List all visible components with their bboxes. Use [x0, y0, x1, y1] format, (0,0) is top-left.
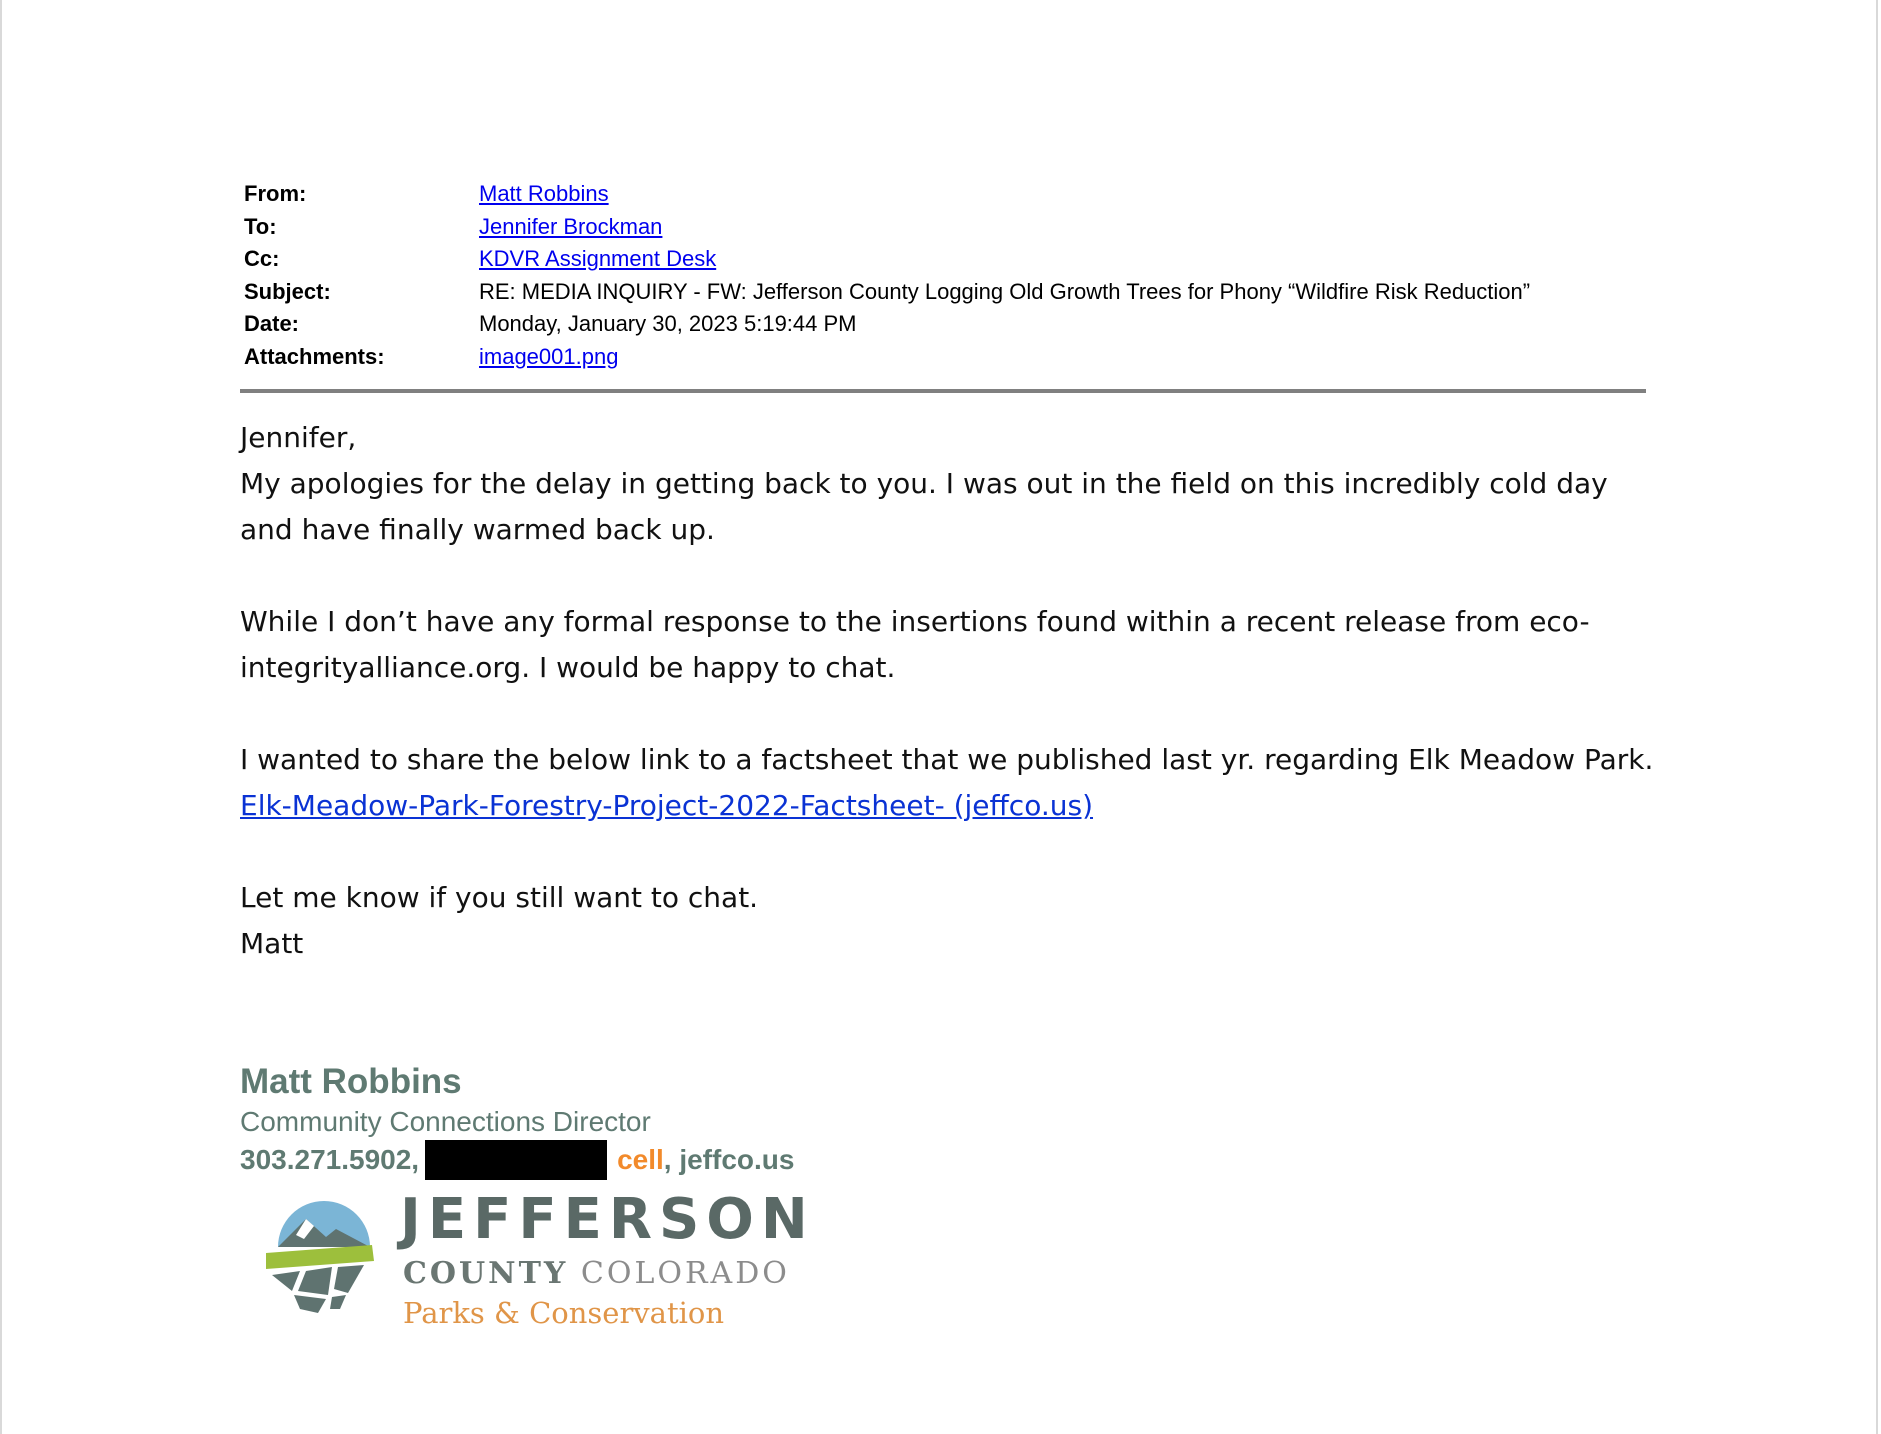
- paragraph-gap: [240, 691, 1660, 737]
- attachment-link[interactable]: image001.png: [479, 343, 619, 369]
- paragraph-gap: [240, 829, 1660, 875]
- signature-title: Community Connections Director: [240, 1106, 651, 1137]
- date-label: Date:: [244, 311, 300, 337]
- signature-name: Matt Robbins: [240, 1062, 462, 1101]
- header-divider: [240, 389, 1646, 393]
- cc-link[interactable]: KDVR Assignment Desk: [479, 246, 717, 272]
- signature-block: [240, 1060, 794, 1180]
- signature-phone: 303.271.5902,: [240, 1144, 420, 1175]
- jefferson-county-logo: [248, 1187, 888, 1340]
- factsheet-link-line: [240, 783, 1660, 829]
- body-paragraph-3: I wanted to share the below link to a factsheet that we published last yr. regarding Elk Meadow Park.: [240, 743, 1654, 776]
- subject-label: Subject:: [244, 278, 331, 304]
- header-row-subject: [244, 276, 1648, 309]
- page-edge-right: [1876, 0, 1878, 1434]
- attachments-label: Attachments:: [244, 343, 385, 369]
- closing: Matt: [240, 927, 304, 960]
- logo-county-colorado: [403, 1256, 790, 1292]
- body-paragraph-2: While I don’t have any formal response to the insertions found within a recent release from eco-integrityalliance.org. I would be happy to chat.: [240, 605, 1590, 684]
- body-paragraph-1: My apologies for the delay in getting back to you. I was out in the field on this incredibly cold day and have finally warmed back up.: [240, 467, 1608, 546]
- factsheet-link[interactable]: Elk-Meadow-Park-Forestry-Project-2022-Factsheet- (jeffco.us): [240, 789, 1093, 822]
- header-row-to: [244, 211, 1648, 244]
- logo-county: COUNTY: [403, 1256, 569, 1291]
- signature-cell-label: cell: [617, 1144, 664, 1175]
- body-paragraph-4: Let me know if you still want to chat.: [240, 881, 759, 914]
- to-label: To:: [244, 213, 277, 239]
- subject-value: RE: MEDIA INQUIRY - FW: Jefferson County Logging Old Growth Trees for Phony “Wildfire Risk Reduction”: [479, 278, 1531, 304]
- logo-jefferson: JEFFERSON: [400, 1187, 815, 1252]
- redaction-box: [425, 1140, 607, 1180]
- header-row-from: [244, 178, 1648, 211]
- logo-parks-conservation: Parks & Conservation: [403, 1296, 725, 1330]
- to-link[interactable]: Jennifer Brockman: [479, 213, 663, 239]
- cc-label: Cc:: [244, 246, 280, 272]
- signature-website: jeffco.us: [679, 1144, 795, 1175]
- paragraph-gap: [240, 553, 1660, 599]
- header-row-date: [244, 308, 1648, 341]
- email-body: [240, 415, 1660, 967]
- from-link[interactable]: Matt Robbins: [479, 181, 609, 207]
- page-edge-left: [0, 0, 2, 1434]
- mountain-emblem-icon: [248, 1195, 388, 1325]
- header-row-attachments: [244, 341, 1648, 374]
- header-row-cc: [244, 243, 1648, 276]
- from-label: From:: [244, 181, 307, 207]
- signature-contact: [240, 1140, 794, 1180]
- signature-separator: ,: [663, 1144, 672, 1175]
- email-header: [244, 178, 1648, 373]
- logo-colorado: COLORADO: [580, 1256, 790, 1291]
- date-value: Monday, January 30, 2023 5:19:44 PM: [479, 311, 857, 337]
- greeting: Jennifer,: [240, 421, 357, 454]
